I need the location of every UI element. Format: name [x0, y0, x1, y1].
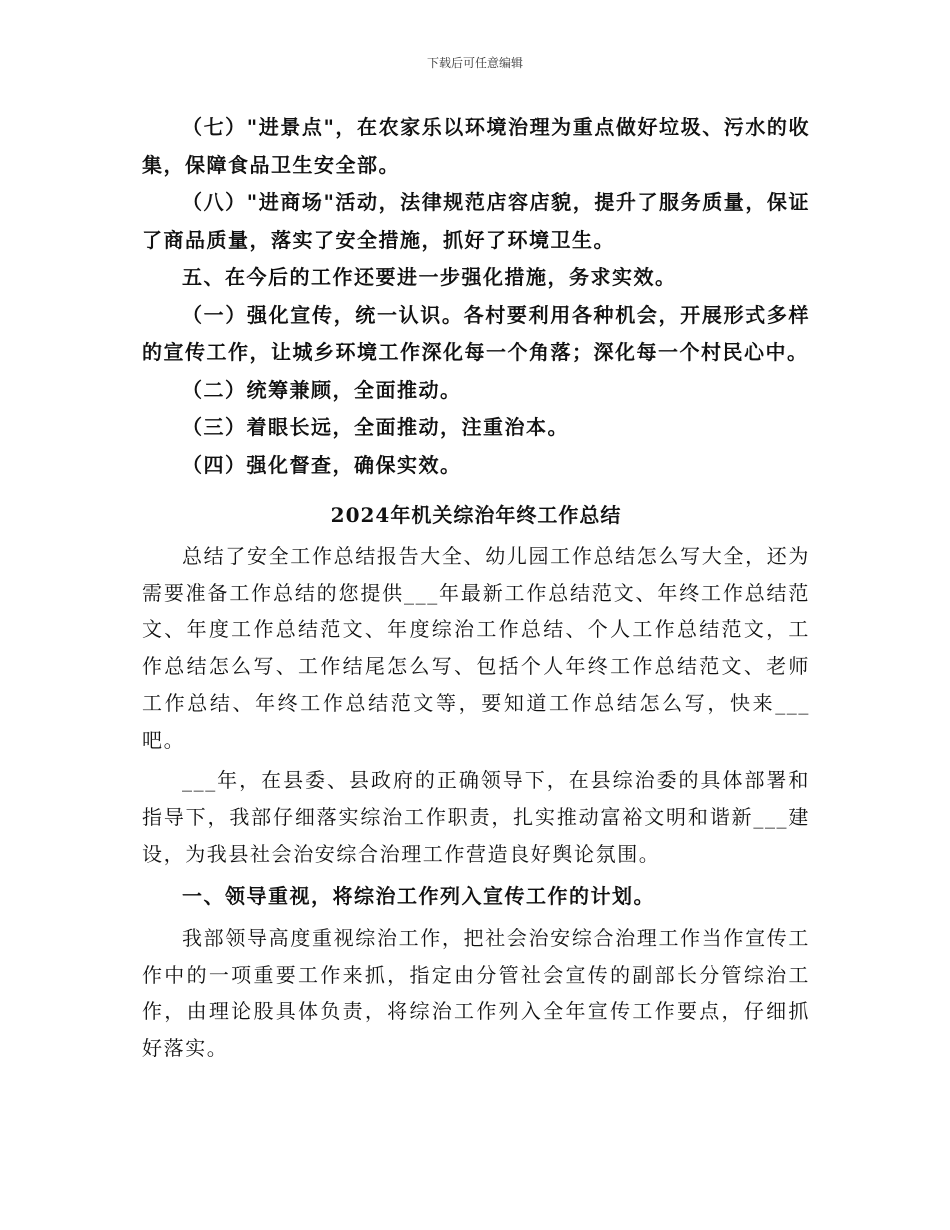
page-header: 下载后可任意编辑 [426, 56, 523, 70]
paragraph-measure-3: （三）着眼长远，全面推动，注重治本。 [182, 415, 569, 439]
paragraph-measure-1: （一）强化宣传，统一认识。各村要利用各种机会，开展形式多样的宣传工作，让城乡环境工作深化每一个角落；深化每一个村民心中。 [142, 302, 810, 364]
document-title: 2024年机关综治年终工作总结 [330, 503, 622, 527]
section-heading-1: 一、领导重视，将综治工作列入宣传工作的计划。 [182, 884, 655, 909]
paragraph-section-5: 五、在今后的工作还要进一步强化措施，务求实效。 [182, 265, 677, 289]
paragraph-item-7: （七）"进景点"，在农家乐以环境治理为重点做好垃圾、污水的收集，保障食品卫生安全部。 [142, 115, 810, 177]
paragraph-item-8: （八）"进商场"活动，法律规范店容店貌，提升了服务质量，保证了商品质量，落实了安全措施，抓好了环境卫生。 [142, 190, 810, 252]
paragraph-measure-2: （二）统筹兼顾，全面推动。 [182, 377, 462, 402]
paragraph-section-1-body: 我部领导高度重视综治工作，把社会治安综合治理工作当作宣传工作中的一项重要工作来抓，指定由分管社会宣传的副部长分管综治工作，由理论股具体负责，将综治工作列入全年宣传工作要点，仔细抓好落实。 [142, 925, 810, 1060]
document-body [142, 109, 810, 1067]
paragraph-intro: 总结了安全工作总结报告大全、幼儿园工作总结怎么写大全，还为需要准备工作总结的您提供___年最新工作总结范文、年终工作总结范文、年度工作总结范文、年度综治工作总结、个人工作总结范文，工作总结怎么写、工作结尾怎么写、包括个人年终工作总结范文、老师工作总结、年终工作总结范文等，要知道工作总结怎么写，快来___吧。 [142, 544, 810, 752]
paragraph-overview: ___年，在县委、县政府的正确领导下，在县综治委的具体部署和指导下，我部仔细落实综治工作职责，扎实推动富裕文明和谐新___建设，为我县社会治安综合治理工作营造良好舆论氛围。 [142, 768, 810, 866]
paragraph-measure-4: （四）强化督查，确保实效。 [182, 452, 462, 477]
